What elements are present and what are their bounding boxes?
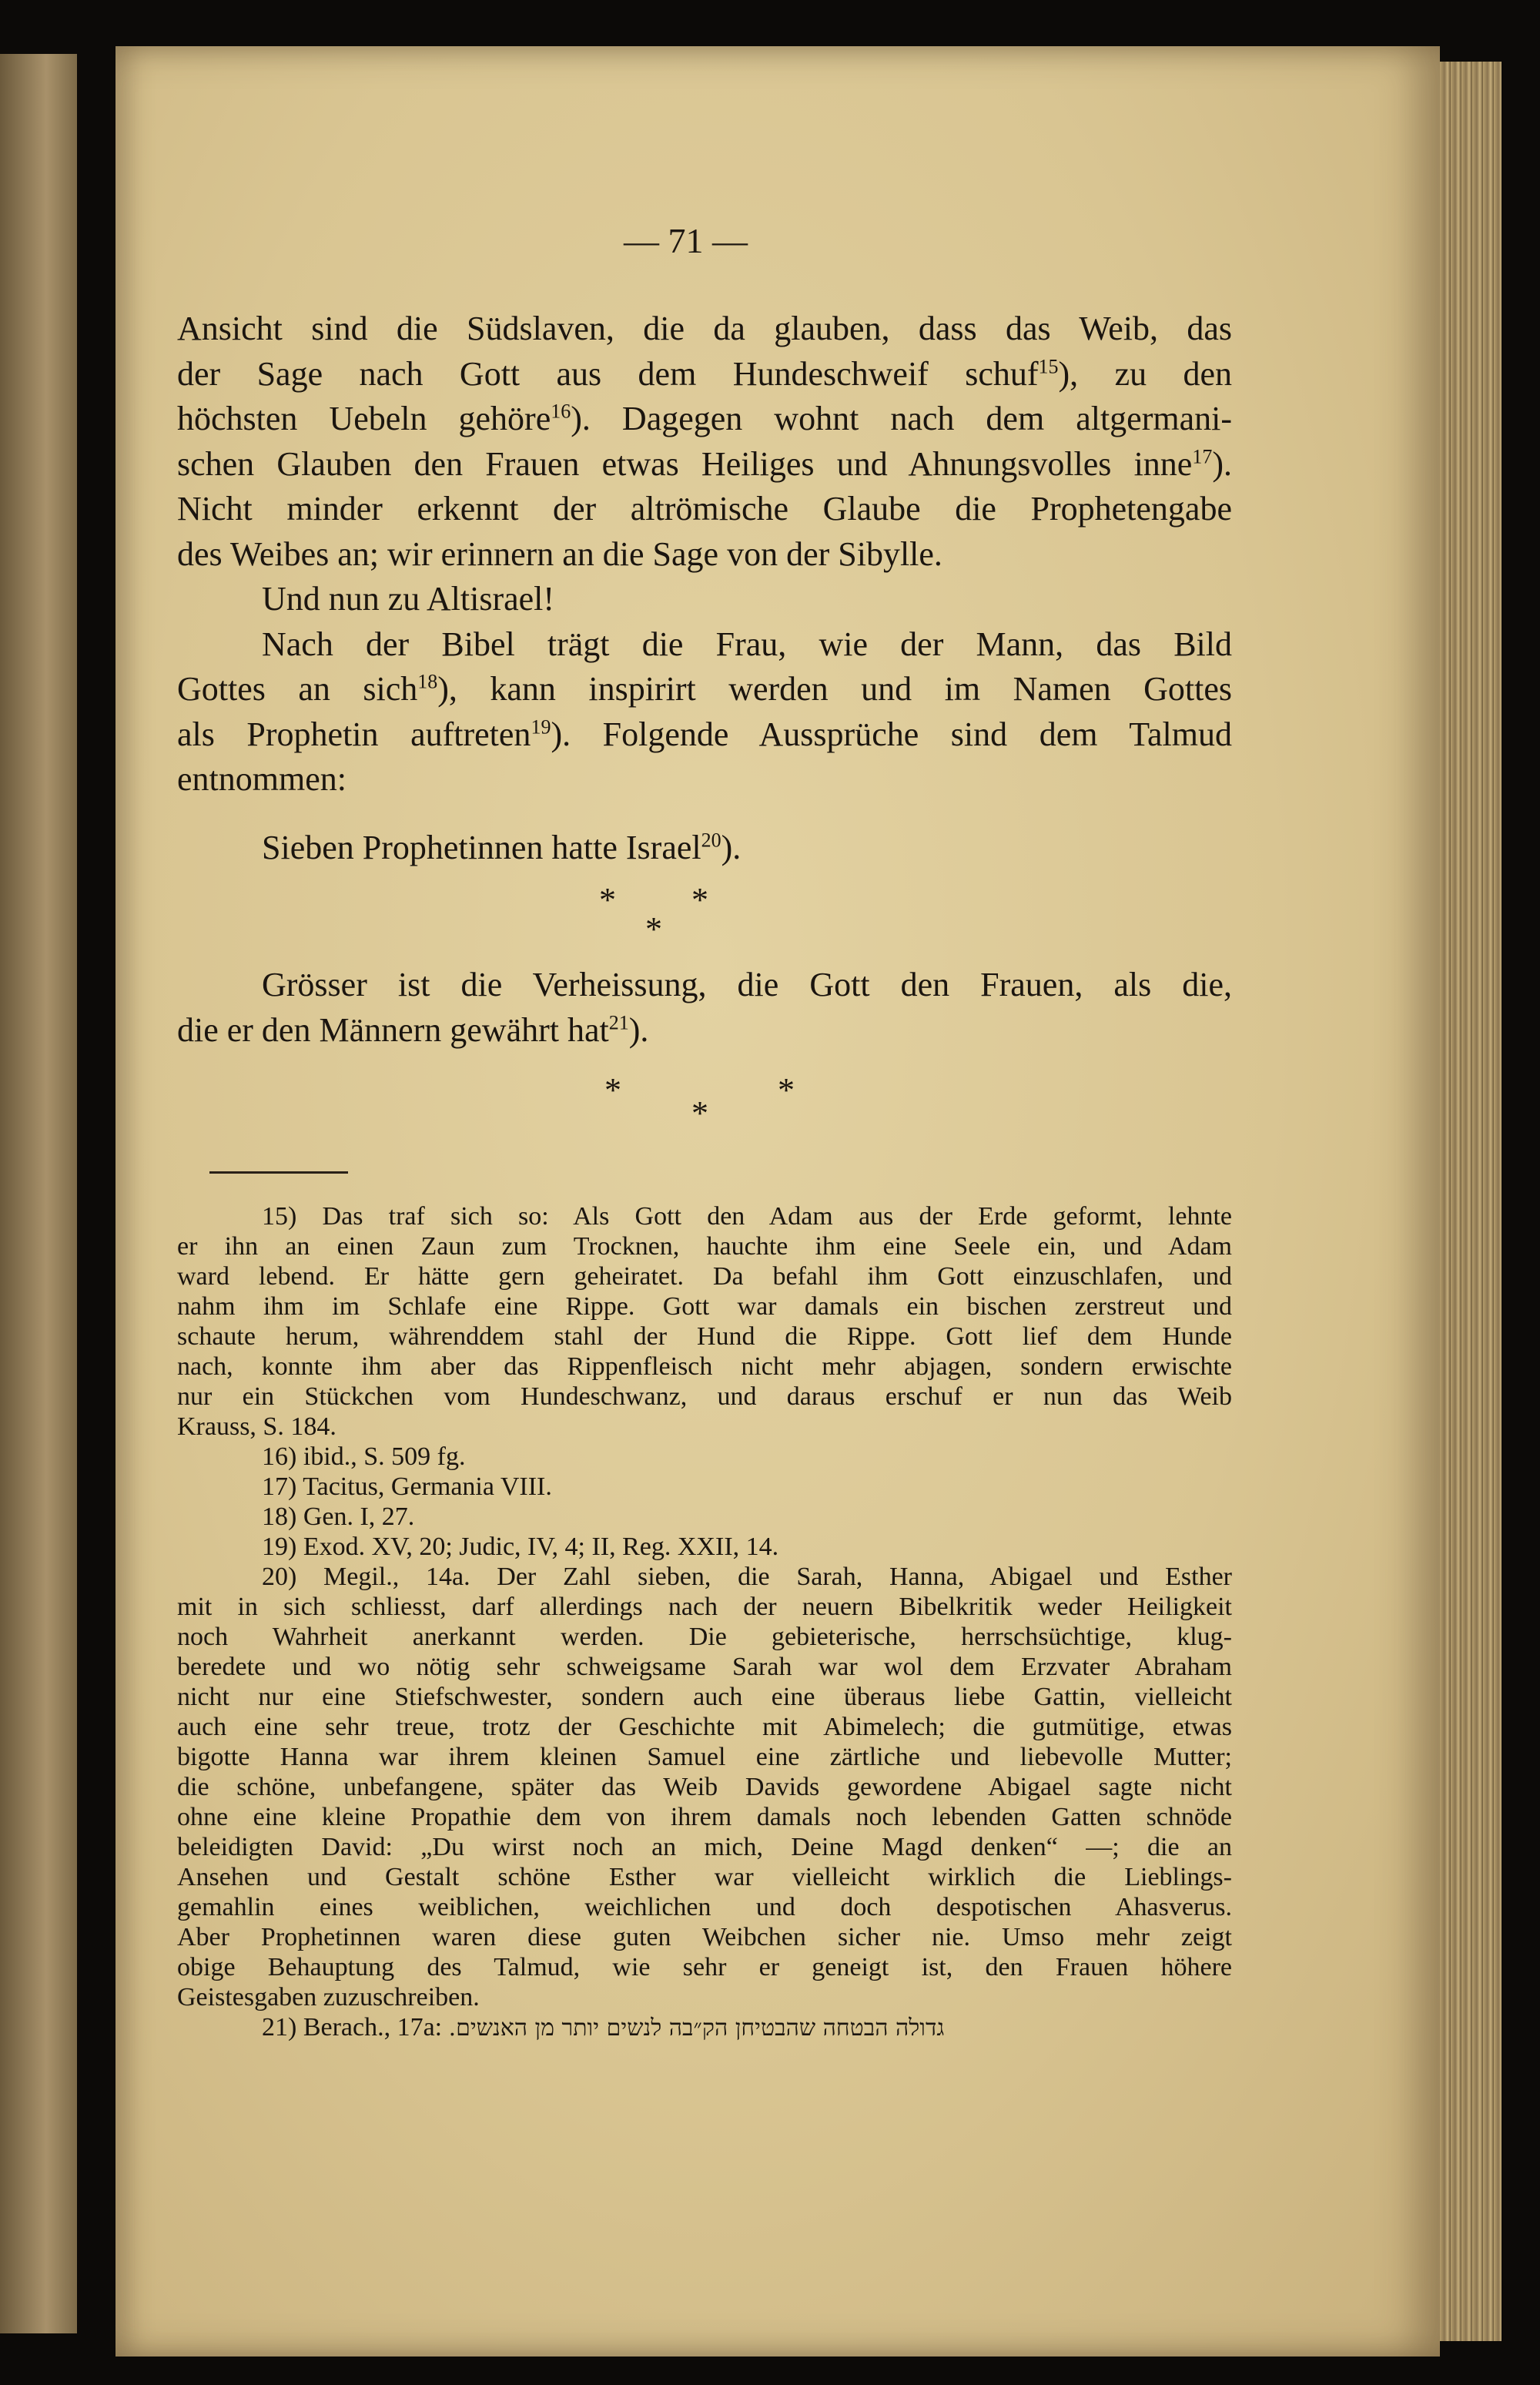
page-number: — 71 — [624, 221, 748, 260]
footnote-line: mit in sich schliesst, darf allerdings nach der neuern Bibelkritik weder Heiligkeit [177, 1593, 1232, 1621]
footnote-line: Ansehen und Gestalt schöne Esther war vielleicht wirklich die Lieblings- [177, 1863, 1232, 1891]
text-line: der Sage nach Gott aus dem Hundeschweif schuf$^{15}$), zu den [177, 354, 1233, 393]
text-line: Nicht minder erkennt der altrömische Glaube die Prophetengabe [177, 490, 1232, 528]
left-page-edge [0, 54, 77, 2333]
text-line: Sieben Prophetinnen hatte Israel$^{20}$). [262, 828, 742, 866]
text-line: Gottes an sich$^{18}$), kann inspirirt werden und im Namen Gottes [177, 670, 1232, 708]
footnote-line: Krauss, S. 184. [177, 1412, 336, 1441]
footnote-line: Geistesgaben zuzuschreiben. [177, 1983, 480, 2012]
asterisk: * [645, 910, 662, 948]
page-stack-edge [1440, 62, 1502, 2341]
asterism [177, 870, 1232, 963]
asterism [177, 1053, 1232, 1145]
footnote-17: 17) Tacitus, Germania VIII. [262, 1472, 552, 1501]
footnote-line: 20) Megil., 14a. Der Zahl sieben, die Sarah, Hanna, Abigael und Esther [262, 1563, 1232, 1591]
main-text [177, 306, 1232, 1145]
asterisk: * [604, 1071, 621, 1109]
footnote-19: 19) Exod. XV, 20; Judic, IV, 4; II, Reg. XXII, 14. [262, 1532, 779, 1561]
text-line: Nach der Bibel trägt die Frau, wie der Mann, das Bild [262, 625, 1232, 663]
asterisk: * [778, 1071, 795, 1109]
footnote-line: gemahlin eines weiblichen, weichlichen und doch despotischen Ahasverus. [177, 1893, 1232, 1921]
footnote-line: beleidigten David: „Du wirst noch an mich, Deine Magd denken“ —; die an [177, 1833, 1232, 1861]
text-line: des Weibes an; wir erinnern an die Sage von der Sibylle. [177, 534, 942, 573]
footnote-line: ohne eine kleine Propathie dem von ihrem damals noch lebenden Gatten schnöde [177, 1803, 1232, 1831]
asterisk: * [599, 881, 616, 919]
footnote-line: nicht nur eine Stiefschwester, sondern auch eine überaus liebe Gattin, vielleicht [177, 1683, 1232, 1711]
footnote-line: die schöne, unbefangene, später das Weib Davids gewordene Abigael sagte nicht [177, 1773, 1232, 1801]
footnote-line: noch Wahrheit anerkannt werden. Die gebieterische, herrschsüchtige, klug- [177, 1623, 1232, 1651]
text-line: Ansicht sind die Südslaven, die da glauben, dass das Weib, das [177, 310, 1232, 347]
footnote-21: 21) Berach., 17a: גדולה הבטחה שהבטיחן הק״בה לנשים יותר מן האנשים. [262, 2013, 945, 2042]
text-line: Und nun zu Altisrael! [262, 580, 555, 618]
text-line: als Prophetin auftreten$^{19}$). Folgende Aussprüche sind dem Talmud [177, 715, 1232, 753]
text-line: entnommen: [177, 760, 346, 798]
footnote-line: ward lebend. Er hätte gern geheiratet. Da befahl ihm Gott einzuschlafen, und [177, 1262, 1232, 1291]
footnote-line: nach, konnte ihm aber das Rippenfleisch nicht mehr abjagen, sondern erwischte [177, 1352, 1232, 1381]
footnote-line: bigotte Hanna war ihrem kleinen Samuel eine zärtliche und liebevolle Mutter; [177, 1743, 1232, 1771]
text-line: höchsten Uebeln gehöre$^{16}$). Dagegen wohnt nach dem altgermani- [177, 400, 1232, 437]
footnote-line: nahm ihm im Schlafe eine Rippe. Gott war damals ein bischen zerstreut und [177, 1292, 1232, 1321]
text-line: schen Glauben den Frauen etwas Heiliges und Ahnungsvolles inne$^{17}$). [177, 444, 1232, 483]
footnote-line: beredete und wo nötig sehr schweigsame Sarah war wol dem Erzvater Abraham [177, 1653, 1232, 1681]
footnote-line: obige Behauptung des Talmud, wie sehr er geneigt ist, den Frauen höhere [177, 1953, 1232, 1981]
asterisk: * [691, 881, 708, 919]
footnote-18: 18) Gen. I, 27. [262, 1502, 415, 1531]
footnote-line: schaute herum, währenddem stahl der Hund die Rippe. Gott lief dem Hunde [177, 1322, 1232, 1351]
footnote-16: 16) ibid., S. 509 fg. [262, 1442, 466, 1471]
footnote-line: auch eine sehr treue, trotz der Geschichte mit Abimelech; die gutmütige, etwas [177, 1713, 1232, 1741]
asterisk: * [691, 1094, 708, 1132]
footnote-line: 15) Das traf sich so: Als Gott den Adam aus der Erde geformt, lehnte [262, 1202, 1232, 1231]
text-line: die er den Männern gewährt hat$^{21}$). [177, 1010, 649, 1049]
footnote-line: er ihn an einen Zaun zum Trocknen, hauchte ihm eine Seele ein, und Adam [177, 1232, 1232, 1261]
footnotes [177, 1201, 1232, 2043]
hebrew-quote: גדולה הבטחה שהבטיחן הק״בה לנשים יותר מן האנשים. [448, 2015, 945, 2042]
text-line: Grösser ist die Verheissung, die Gott den Frauen, als die, [262, 966, 1232, 1003]
footnote-line: Aber Prophetinnen waren diese guten Weibchen sicher nie. Umso mehr zeigt [177, 1923, 1232, 1951]
footnote-divider [209, 1171, 348, 1174]
footnote-line: nur ein Stückchen vom Hundeschwanz, und daraus erschuf er nun das Weib [177, 1382, 1232, 1411]
